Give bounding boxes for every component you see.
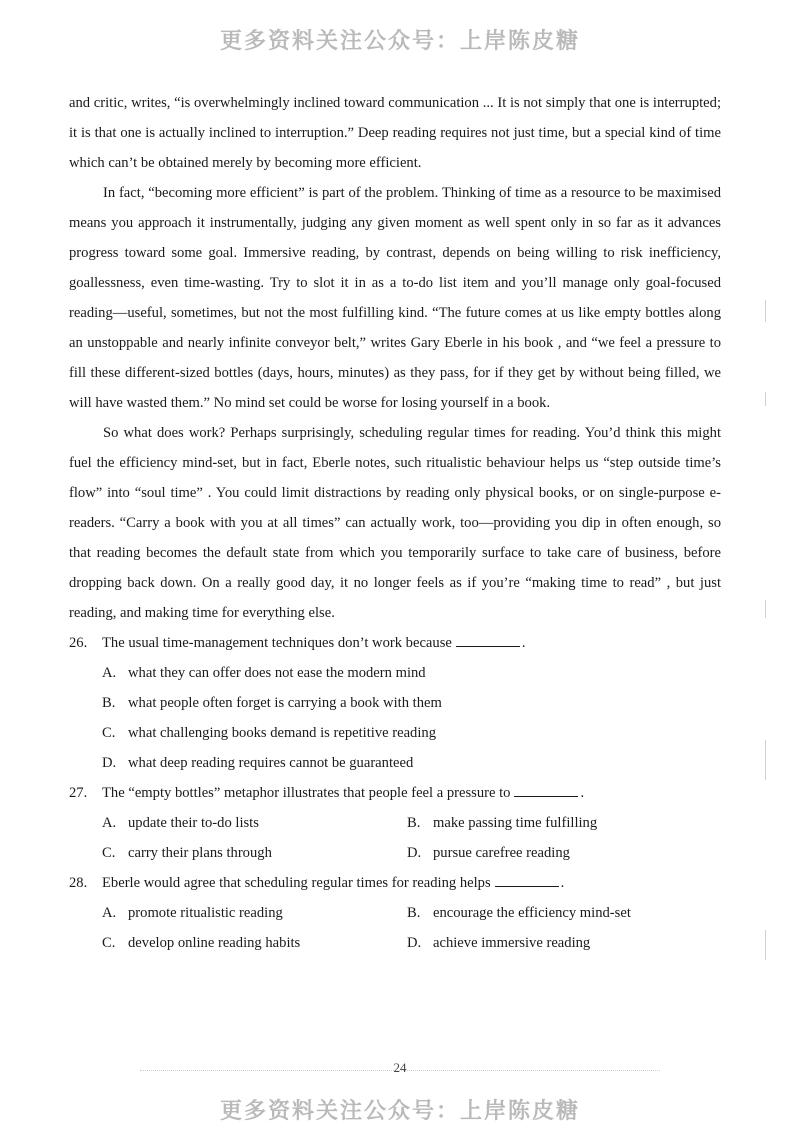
option-letter: B. bbox=[102, 695, 116, 711]
page-number: 24 bbox=[393, 1060, 407, 1075]
paragraph-3: So what does work? Perhaps surprisingly, scheduling regular times for reading. You’d think this might fuel the efficiency mind-set, but in fact, Eberle notes, such ritualistic behaviour helps us “step outside time’s flow” into “soul time” . You could limit distractions by reading only physical books, or on single-purpose e-readers. “Carry a book with you at all times” can actually work, too—providing you dip in often enough, so that reading becomes the default state from which you temporarily surface to take care of business, before dropping back down. On a really good day, it no longer feels as if you’re “making time to read” , but just reading, and making time for everything else. bbox=[69, 425, 721, 621]
option-d[interactable] bbox=[407, 838, 570, 868]
question-end: . bbox=[580, 785, 585, 801]
option-text: encourage the efficiency mind-set bbox=[433, 905, 631, 921]
option-letter: A. bbox=[102, 815, 117, 831]
option-letter: D. bbox=[407, 935, 422, 951]
option-letter: C. bbox=[102, 845, 116, 861]
option-text: what people often forget is carrying a book with them bbox=[128, 695, 442, 711]
option-b[interactable] bbox=[102, 688, 442, 718]
scan-artifact-mark bbox=[765, 600, 766, 618]
scan-artifact-mark bbox=[765, 300, 766, 322]
question-28-options bbox=[69, 898, 721, 958]
option-b[interactable] bbox=[407, 808, 597, 838]
option-text: achieve immersive reading bbox=[433, 935, 591, 951]
question-27-options bbox=[69, 808, 721, 868]
option-text: develop online reading habits bbox=[128, 935, 301, 951]
scan-artifact-mark bbox=[765, 740, 766, 780]
option-letter: D. bbox=[407, 845, 422, 861]
option-text: promote ritualistic reading bbox=[128, 905, 283, 921]
answer-blank[interactable] bbox=[514, 782, 578, 797]
option-letter: D. bbox=[102, 755, 117, 771]
question-stem: The “empty bottles” metaphor illustrates that people feel a pressure to bbox=[102, 785, 511, 801]
option-letter: C. bbox=[102, 725, 116, 741]
question-number: 28. bbox=[69, 875, 88, 891]
question-26-options bbox=[69, 658, 721, 778]
option-text: pursue carefree reading bbox=[433, 845, 570, 861]
question-end: . bbox=[560, 875, 565, 891]
option-letter: B. bbox=[407, 905, 421, 921]
option-text: carry their plans through bbox=[128, 845, 272, 861]
option-letter: A. bbox=[102, 905, 117, 921]
scan-artifact-mark bbox=[765, 392, 766, 406]
question-end: . bbox=[521, 635, 526, 651]
option-c[interactable] bbox=[102, 928, 407, 958]
option-a[interactable] bbox=[102, 808, 407, 838]
question-stem: The usual time-management techniques don’t work because bbox=[102, 635, 452, 651]
option-text: what deep reading requires cannot be guaranteed bbox=[128, 755, 414, 771]
answer-blank[interactable] bbox=[456, 632, 520, 647]
option-c[interactable] bbox=[102, 718, 436, 748]
watermark-top: 更多资料关注公众号：上岸陈皮糖 bbox=[219, 29, 580, 54]
paragraph-1: and critic, writes, “is overwhelmingly inclined toward communication ... It is not simply that one is interrupted; it is that one is actually inclined to interruption.” Deep reading requires not just time, but a special kind of time which can’t be obtained merely by becoming more efficient. bbox=[69, 95, 721, 171]
option-a[interactable] bbox=[102, 658, 426, 688]
answer-blank[interactable] bbox=[495, 872, 559, 887]
watermark-bottom: 更多资料关注公众号：上岸陈皮糖 bbox=[219, 1099, 580, 1124]
paragraph-2: In fact, “becoming more efficient” is part of the problem. Thinking of time as a resource to be maximised means you approach it instrumentally, judging any given moment as well spent only in so far as it advances progress toward some goal. Immersive reading, by contrast, depends on being willing to risk inefficiency, goallessness, even time-wasting. Try to slot it in as a to-do list item and you’ll manage only goal-focused reading—useful, sometimes, but not the most fulfilling kind. “The future comes at us like empty bottles along an unstoppable and nearly infinite conveyor belt,” writes Gary Eberle in his book , and “we feel a pressure to fill these different-sized bottles (days, hours, minutes) as they pass, for if they get by without being filled, we will have wasted them.” No mind set could be worse for losing yourself in a book. bbox=[69, 185, 721, 411]
option-c[interactable] bbox=[102, 838, 407, 868]
option-text: what challenging books demand is repetitive reading bbox=[128, 725, 437, 741]
question-26 bbox=[69, 628, 721, 658]
option-letter: B. bbox=[407, 815, 421, 831]
option-d[interactable] bbox=[102, 748, 413, 778]
option-letter: C. bbox=[102, 935, 116, 951]
question-27 bbox=[69, 778, 721, 808]
question-number: 27. bbox=[69, 785, 88, 801]
option-letter: A. bbox=[102, 665, 117, 681]
scan-artifact-mark bbox=[765, 930, 766, 960]
option-d[interactable] bbox=[407, 928, 590, 958]
question-number: 26. bbox=[69, 635, 88, 651]
option-text: what they can offer does not ease the modern mind bbox=[128, 665, 426, 681]
document-body bbox=[69, 88, 721, 958]
question-28 bbox=[69, 868, 721, 898]
option-a[interactable] bbox=[102, 898, 407, 928]
option-text: update their to-do lists bbox=[128, 815, 259, 831]
question-stem: Eberle would agree that scheduling regular times for reading helps bbox=[102, 875, 491, 891]
option-text: make passing time fulfilling bbox=[433, 815, 598, 831]
option-b[interactable] bbox=[407, 898, 631, 928]
